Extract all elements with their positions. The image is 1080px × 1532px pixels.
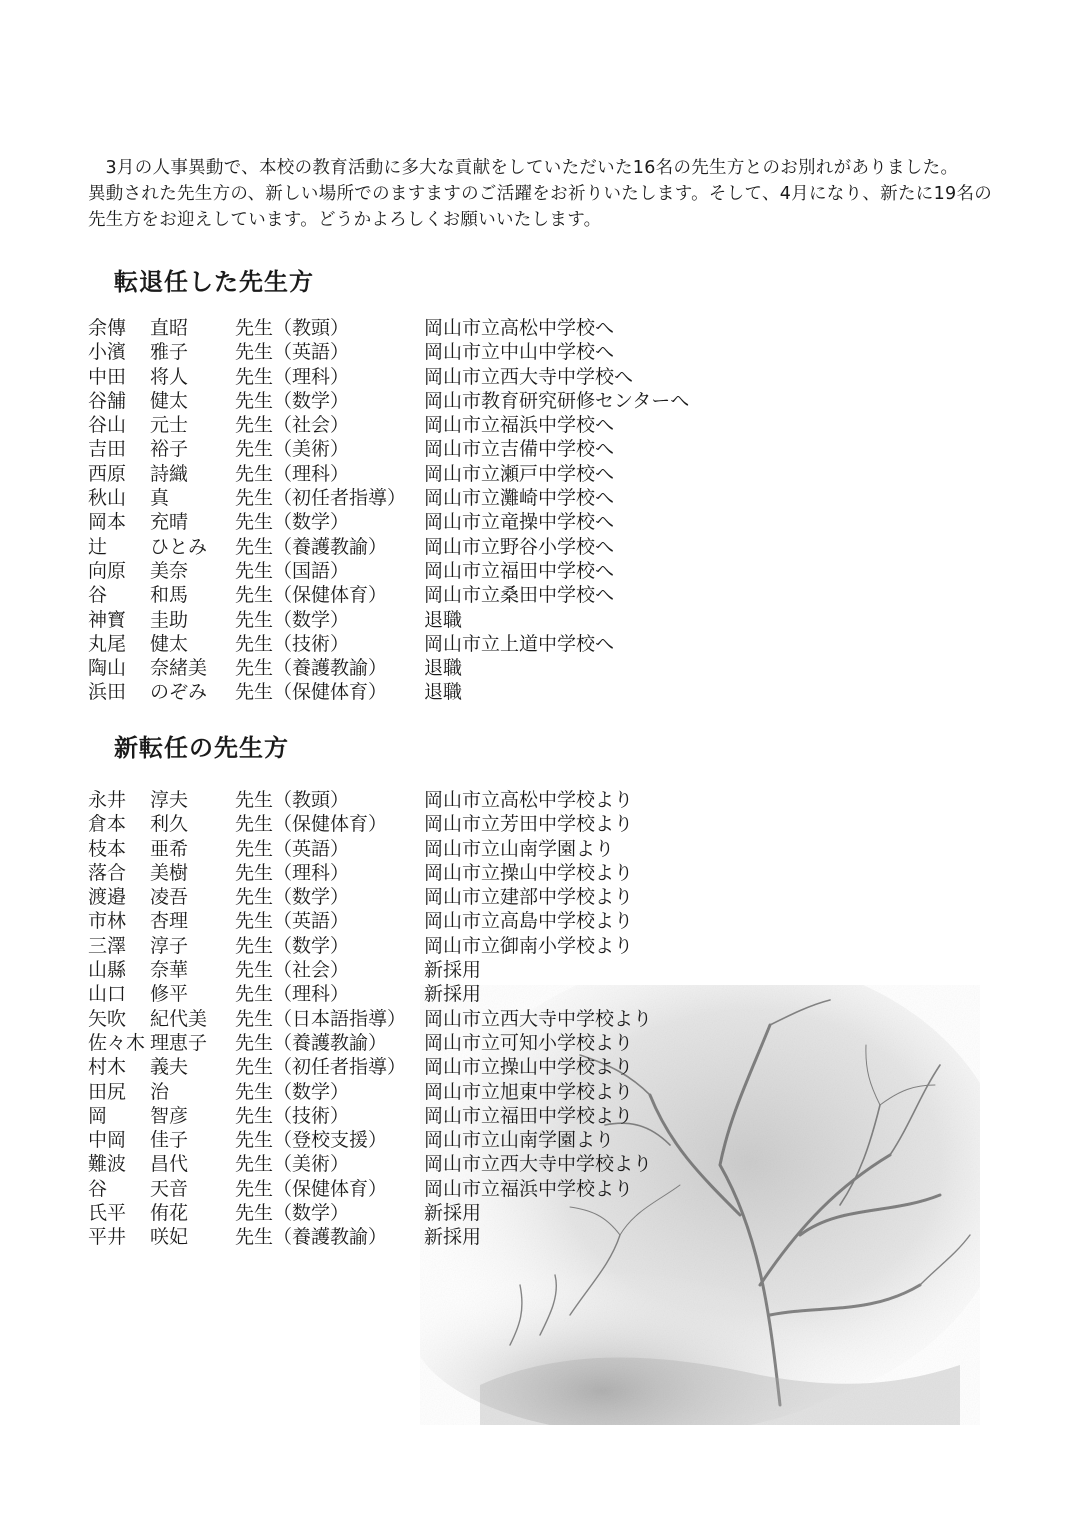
staff-role: 先生（理科） xyxy=(235,462,350,485)
staff-family-name: 西原 xyxy=(88,462,127,485)
staff-family-name: 向原 xyxy=(88,559,127,582)
staff-family-name: 辻 xyxy=(88,535,108,558)
staff-family-name: 小濱 xyxy=(88,341,127,364)
intro-line-2: 異動された先生方の、新しい場所でのますますのご活躍をお祈りいたします。そして、4月になり、新たに19名の xyxy=(88,184,993,204)
staff-family-name: 山縣 xyxy=(88,959,127,982)
staff-given-name: 亜希 xyxy=(150,837,189,860)
staff-destination: 新採用 xyxy=(424,1226,482,1249)
staff-destination: 岡山市立建部中学校より xyxy=(424,886,634,909)
staff-role: 先生（登校支援） xyxy=(235,1129,388,1152)
staff-role: 先生（養護教諭） xyxy=(235,657,388,680)
staff-given-name: 圭助 xyxy=(150,608,189,631)
staff-destination: 岡山市立灘崎中学校へ xyxy=(424,487,615,510)
staff-role: 先生（教頭） xyxy=(235,317,350,339)
staff-given-name: 凌吾 xyxy=(150,886,189,909)
staff-family-name: 浜田 xyxy=(88,681,127,704)
staff-family-name: 谷舗 xyxy=(88,389,127,412)
intro-line-1: 3月の人事異動で、本校の教育活動に多大な貢献をしていただいた16名の先生方とのお別れがありました。 xyxy=(105,158,959,178)
staff-given-name: 真 xyxy=(150,487,170,510)
staff-destination: 岡山市立中山中学校へ xyxy=(424,341,615,364)
staff-role: 先生（技術） xyxy=(235,632,350,655)
staff-given-name: 美樹 xyxy=(150,861,189,884)
staff-role: 先生（保健体育） xyxy=(235,1177,388,1200)
staff-destination: 岡山市立福田中学校より xyxy=(424,1104,634,1127)
staff-role: 先生（英語） xyxy=(235,837,350,860)
staff-given-name: 昌代 xyxy=(150,1153,189,1176)
staff-role: 先生（英語） xyxy=(235,341,350,364)
staff-destination: 岡山市立西大寺中学校より xyxy=(424,1153,653,1176)
staff-family-name: 岡 xyxy=(88,1104,108,1127)
staff-given-name: 雅子 xyxy=(150,341,189,364)
staff-given-name: 修平 xyxy=(150,983,189,1006)
staff-role: 先生（数学） xyxy=(235,608,350,631)
staff-role: 先生（数学） xyxy=(235,1202,350,1225)
staff-destination: 岡山市立操山中学校より xyxy=(424,1056,634,1079)
staff-family-name: 中岡 xyxy=(88,1129,127,1152)
staff-family-name: 枝本 xyxy=(88,837,127,860)
departed-heading: 転退任した先生方 xyxy=(114,268,314,296)
staff-family-name: 市林 xyxy=(88,910,127,933)
staff-role: 先生（保健体育） xyxy=(235,681,388,704)
staff-role: 先生（教頭） xyxy=(235,789,350,811)
staff-destination: 退職 xyxy=(424,608,463,631)
staff-destination: 新採用 xyxy=(424,983,482,1006)
staff-destination: 岡山市立竜操中学校へ xyxy=(424,511,615,534)
staff-given-name: 咲妃 xyxy=(150,1226,189,1249)
staff-role: 先生（保健体育） xyxy=(235,584,388,607)
staff-given-name: ひとみ xyxy=(150,535,208,558)
staff-family-name: 中田 xyxy=(88,365,127,388)
staff-given-name: 奈華 xyxy=(150,959,189,982)
staff-family-name: 田尻 xyxy=(88,1080,127,1103)
staff-given-name: 美奈 xyxy=(150,559,189,582)
staff-family-name: 平井 xyxy=(88,1226,127,1249)
staff-destination: 岡山市立瀬戸中学校へ xyxy=(424,462,615,485)
staff-role: 先生（数学） xyxy=(235,511,350,534)
staff-destination: 岡山市教育研究研修センターへ xyxy=(424,389,690,412)
staff-given-name: 奈緒美 xyxy=(150,657,208,680)
staff-given-name: 淳子 xyxy=(150,934,189,957)
staff-role: 先生（日本語指導） xyxy=(235,1007,407,1030)
staff-given-name: 佳子 xyxy=(150,1129,189,1152)
staff-destination: 岡山市立山南学園より xyxy=(424,1129,615,1152)
staff-destination: 新採用 xyxy=(424,1202,482,1225)
staff-family-name: 谷 xyxy=(88,584,108,607)
staff-destination: 岡山市立福浜中学校へ xyxy=(424,414,615,437)
staff-given-name: 杏理 xyxy=(150,910,189,933)
staff-given-name: 充晴 xyxy=(150,511,189,534)
staff-destination: 岡山市立御南小学校より xyxy=(424,934,634,957)
staff-role: 先生（英語） xyxy=(235,910,350,933)
staff-destination: 岡山市立高松中学校より xyxy=(424,789,634,811)
staff-destination: 岡山市立西大寺中学校へ xyxy=(424,365,634,388)
staff-given-name: 直昭 xyxy=(150,317,189,339)
intro-line-3: 先生方をお迎えしています。どうかよろしくお願いいたします。 xyxy=(88,210,602,230)
new-staff-heading: 新転任の先生方 xyxy=(114,734,289,762)
staff-destination: 岡山市立福田中学校へ xyxy=(424,559,615,582)
staff-role: 先生（美術） xyxy=(235,1153,350,1176)
staff-role: 先生（養護教諭） xyxy=(235,535,388,558)
staff-family-name: 陶山 xyxy=(88,657,127,680)
staff-role: 先生（国語） xyxy=(235,559,350,582)
staff-destination: 岡山市立上道中学校へ xyxy=(424,632,615,655)
staff-given-name: 侑花 xyxy=(150,1202,189,1225)
staff-role: 先生（数学） xyxy=(235,886,350,909)
staff-given-name: 詩織 xyxy=(150,462,189,485)
staff-destination: 岡山市立高松中学校へ xyxy=(424,317,615,339)
staff-role: 先生（数学） xyxy=(235,389,350,412)
staff-family-name: 三澤 xyxy=(88,934,127,957)
staff-family-name: 氏平 xyxy=(88,1202,127,1225)
staff-given-name: 和馬 xyxy=(150,584,189,607)
staff-family-name: 余傳 xyxy=(88,317,127,339)
staff-destination: 岡山市立西大寺中学校より xyxy=(424,1007,653,1030)
staff-role: 先生（保健体育） xyxy=(235,813,388,836)
staff-family-name: 丸尾 xyxy=(88,632,127,655)
staff-family-name: 倉本 xyxy=(88,813,127,836)
staff-role: 先生（社会） xyxy=(235,959,350,982)
staff-family-name: 神寳 xyxy=(88,608,127,631)
staff-role: 先生（技術） xyxy=(235,1104,350,1127)
staff-destination: 岡山市立桑田中学校へ xyxy=(424,584,615,607)
staff-destination: 新採用 xyxy=(424,959,482,982)
staff-destination: 岡山市立野谷小学校へ xyxy=(424,535,615,558)
staff-destination: 岡山市立福浜中学校より xyxy=(424,1177,634,1200)
intro-text xyxy=(88,155,1018,233)
staff-given-name: 智彦 xyxy=(150,1104,189,1127)
staff-family-name: 吉田 xyxy=(88,438,127,461)
staff-destination: 岡山市立芳田中学校より xyxy=(424,813,634,836)
staff-given-name: 天音 xyxy=(150,1177,189,1200)
staff-destination: 岡山市立吉備中学校へ xyxy=(424,438,615,461)
staff-given-name: 健太 xyxy=(150,632,189,655)
staff-family-name: 落合 xyxy=(88,861,127,884)
staff-given-name: 義夫 xyxy=(150,1056,189,1079)
staff-role: 先生（初任者指導） xyxy=(235,1056,407,1079)
staff-family-name: 山口 xyxy=(88,983,127,1006)
staff-role: 先生（理科） xyxy=(235,983,350,1006)
staff-family-name: 谷 xyxy=(88,1177,108,1200)
staff-role: 先生（理科） xyxy=(235,365,350,388)
staff-role: 先生（初任者指導） xyxy=(235,487,407,510)
staff-destination: 岡山市立高島中学校より xyxy=(424,910,634,933)
staff-family-name: 矢吹 xyxy=(88,1007,127,1030)
staff-family-name: 渡邉 xyxy=(88,886,127,909)
staff-family-name: 佐々木 xyxy=(88,1031,146,1054)
staff-given-name: 紀代美 xyxy=(150,1007,208,1030)
staff-role: 先生（養護教諭） xyxy=(235,1226,388,1249)
staff-given-name: 利久 xyxy=(150,813,189,836)
staff-given-name: 裕子 xyxy=(150,438,189,461)
staff-destination: 岡山市立旭東中学校より xyxy=(424,1080,634,1103)
staff-family-name: 難波 xyxy=(88,1153,127,1176)
staff-destination: 退職 xyxy=(424,681,463,704)
staff-given-name: 健太 xyxy=(150,389,189,412)
staff-destination: 岡山市立操山中学校より xyxy=(424,861,634,884)
staff-family-name: 秋山 xyxy=(88,487,127,510)
staff-given-name: 元士 xyxy=(150,414,189,437)
staff-role: 先生（数学） xyxy=(235,934,350,957)
staff-given-name: 治 xyxy=(150,1080,170,1103)
staff-given-name: 淳夫 xyxy=(150,789,189,811)
staff-role: 先生（美術） xyxy=(235,438,350,461)
staff-given-name: のぞみ xyxy=(150,681,208,704)
staff-destination: 岡山市立山南学園より xyxy=(424,837,615,860)
staff-family-name: 村木 xyxy=(88,1056,127,1079)
staff-family-name: 岡本 xyxy=(88,511,127,534)
staff-given-name: 理恵子 xyxy=(150,1031,208,1054)
staff-family-name: 谷山 xyxy=(88,414,127,437)
staff-role: 先生（養護教諭） xyxy=(235,1031,388,1054)
staff-destination: 退職 xyxy=(424,657,463,680)
staff-given-name: 将人 xyxy=(150,365,189,388)
staff-role: 先生（理科） xyxy=(235,861,350,884)
staff-destination: 岡山市立可知小学校より xyxy=(424,1031,634,1054)
staff-family-name: 永井 xyxy=(88,789,127,811)
staff-role: 先生（数学） xyxy=(235,1080,350,1103)
staff-role: 先生（社会） xyxy=(235,414,350,437)
